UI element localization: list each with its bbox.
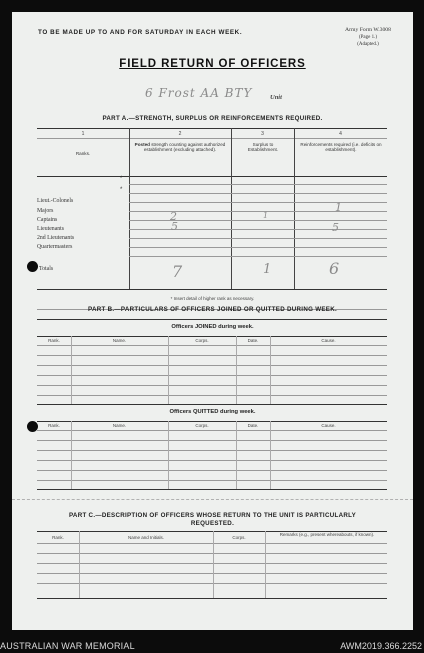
joined-vline-2 [168, 336, 169, 404]
posted-bold: Posted [134, 142, 150, 147]
row-line [37, 355, 387, 356]
col-header-ranks: Ranks. [75, 151, 91, 156]
part-c-heading [12, 512, 413, 528]
form-number [345, 27, 391, 48]
row-line [37, 450, 387, 451]
quitted-col-date: Date. [247, 423, 259, 428]
punch-hole [27, 261, 38, 272]
part-c-vline-3 [265, 531, 266, 598]
form-number-text: Army Form W.3008 [345, 27, 391, 33]
joined-col-cause: Cause. [321, 338, 336, 343]
row-line [37, 395, 387, 396]
part-c-bottom-rule [37, 598, 387, 599]
joined-col-corps: Corps. [195, 338, 209, 343]
joined-top-rule [37, 336, 387, 337]
captains-posted-value: 2 [170, 210, 177, 223]
joined-vline-3 [236, 336, 237, 404]
part-a-footnote: * Insert detail of higher rank as necessary. [170, 296, 255, 301]
quitted-col-name: Name. [112, 423, 127, 428]
part-a-vline-2 [231, 128, 232, 289]
row-line [37, 440, 387, 441]
quitted-vline-3 [236, 421, 237, 489]
row-line [37, 460, 387, 461]
part-a-top-rule [37, 128, 387, 129]
part-c-heading-line-2: REQUESTED. [190, 520, 235, 527]
part-c-col-name: Name and Initials. [127, 535, 165, 540]
fold-line [12, 499, 413, 500]
form-page: (Page 1.) [358, 35, 378, 40]
quitted-vline-2 [168, 421, 169, 489]
part-c-header-rule [37, 543, 387, 544]
joined-col-name: Name. [112, 338, 127, 343]
star-row-1: * [120, 176, 123, 182]
row-line [129, 238, 387, 239]
part-c-col-remarks: Remarks (e.g., present whereabouts, if known). [279, 532, 375, 537]
part-a-vline-1 [129, 128, 130, 289]
part-c-heading-line-1: PART C.—DESCRIPTION OF OFFICERS WHOSE RETURN TO THE UNIT IS PARTICULARLY [68, 512, 357, 519]
row-line [37, 470, 387, 471]
captains-surplus-value: 1 [263, 211, 269, 220]
part-a-colnum-rule [37, 138, 387, 139]
row-line [129, 193, 387, 194]
part-a-bottom-rule [37, 289, 387, 290]
row-line [37, 553, 387, 554]
col-number-4: 4 [339, 131, 342, 137]
form-sheet [12, 12, 413, 630]
rank-quartermasters: Quartermasters [37, 244, 73, 250]
quitted-col-cause: Cause. [321, 423, 336, 428]
row-line [37, 365, 387, 366]
row-line [129, 256, 387, 257]
star-row-2: * [120, 187, 123, 193]
totals-reinforcements-value: 6 [329, 259, 340, 278]
form-adapted: (Adapted.) [357, 42, 379, 47]
row-line [129, 229, 387, 230]
quitted-vline-4 [270, 421, 271, 489]
joined-heading: Officers JOINED during week. [171, 324, 254, 330]
page-title: FIELD RETURN OF OFFICERS [119, 58, 306, 70]
part-c-col-rank: Rank. [52, 535, 64, 540]
row-line [37, 480, 387, 481]
part-b-heading-rule [37, 319, 387, 320]
row-line [37, 573, 387, 574]
quitted-heading: Officers QUITTED during week. [169, 409, 256, 415]
quitted-bottom-rule [37, 489, 387, 490]
part-a-header-rule [37, 176, 387, 177]
footer-institution: AUSTRALIAN WAR MEMORIAL [0, 641, 135, 651]
part-c-col-corps: Corps. [232, 535, 246, 540]
part-b-heading: PART B.—PARTICULARS OF OFFICERS JOINED OR QUITTED DURING WEEK. [87, 306, 338, 313]
part-c-vline-1 [79, 531, 80, 598]
quitted-header-rule [37, 430, 387, 431]
joined-bottom-rule [37, 404, 387, 405]
row-line [129, 247, 387, 248]
col-header-surplus: Surplus to Establishment. [247, 142, 279, 152]
col-number-3: 3 [261, 131, 264, 137]
lieutenants-reinforcements-value: 5 [332, 221, 339, 234]
row-line [37, 375, 387, 376]
part-a-heading: PART A.—STRENGTH, SURPLUS OR REINFORCEMENTS REQUIRED. [102, 115, 323, 122]
row-line [37, 385, 387, 386]
joined-col-date: Date. [247, 338, 259, 343]
row-line [37, 563, 387, 564]
joined-vline-4 [270, 336, 271, 404]
posted-rest: strength counting against authorized establishment (excluding attached). [143, 142, 226, 152]
joined-header-rule [37, 345, 387, 346]
quitted-col-rank: Rank. [48, 423, 60, 428]
quitted-col-corps: Corps. [195, 423, 209, 428]
joined-vline-1 [71, 336, 72, 404]
unit-label: Unit [270, 94, 282, 101]
col-number-1: 1 [81, 131, 85, 137]
rank-lieutenants: Lieutenants [37, 226, 65, 232]
header-instruction: TO BE MADE UP TO AND FOR SATURDAY IN EACH WEEK. [38, 29, 243, 36]
col-header-posted [132, 142, 228, 152]
footer-accession-number: AWM2019.366.2252 [340, 641, 422, 651]
totals-label: Totals [39, 266, 54, 272]
row-line [129, 220, 387, 221]
lieutenants-posted-value: 5 [171, 220, 178, 233]
rank-lieut-colonels: Lieut.-Colonels [37, 198, 74, 204]
punch-hole [27, 421, 38, 432]
row-line [37, 583, 387, 584]
quitted-vline-1 [71, 421, 72, 489]
col-header-reinforcements: Reinforcements required (i.e. deficits on establishment). [300, 142, 382, 152]
majors-reinforcements-value: 1 [335, 201, 342, 214]
quitted-top-rule [37, 421, 387, 422]
row-line [129, 202, 387, 203]
totals-surplus-value: 1 [263, 262, 272, 277]
totals-posted-value: 7 [172, 262, 183, 281]
unit-handwritten: 6 Frost AA BTY [145, 86, 253, 100]
row-line [129, 184, 387, 185]
part-a-vline-3 [294, 128, 295, 289]
rank-majors: Majors [37, 208, 54, 214]
rank-captains: Captains [37, 217, 58, 223]
col-number-2: 2 [178, 131, 182, 137]
rank-2nd-lieutenants: 2nd Lieutenants [37, 235, 75, 241]
row-line [129, 211, 387, 212]
part-c-vline-2 [213, 531, 214, 598]
joined-col-rank: Rank. [48, 338, 60, 343]
